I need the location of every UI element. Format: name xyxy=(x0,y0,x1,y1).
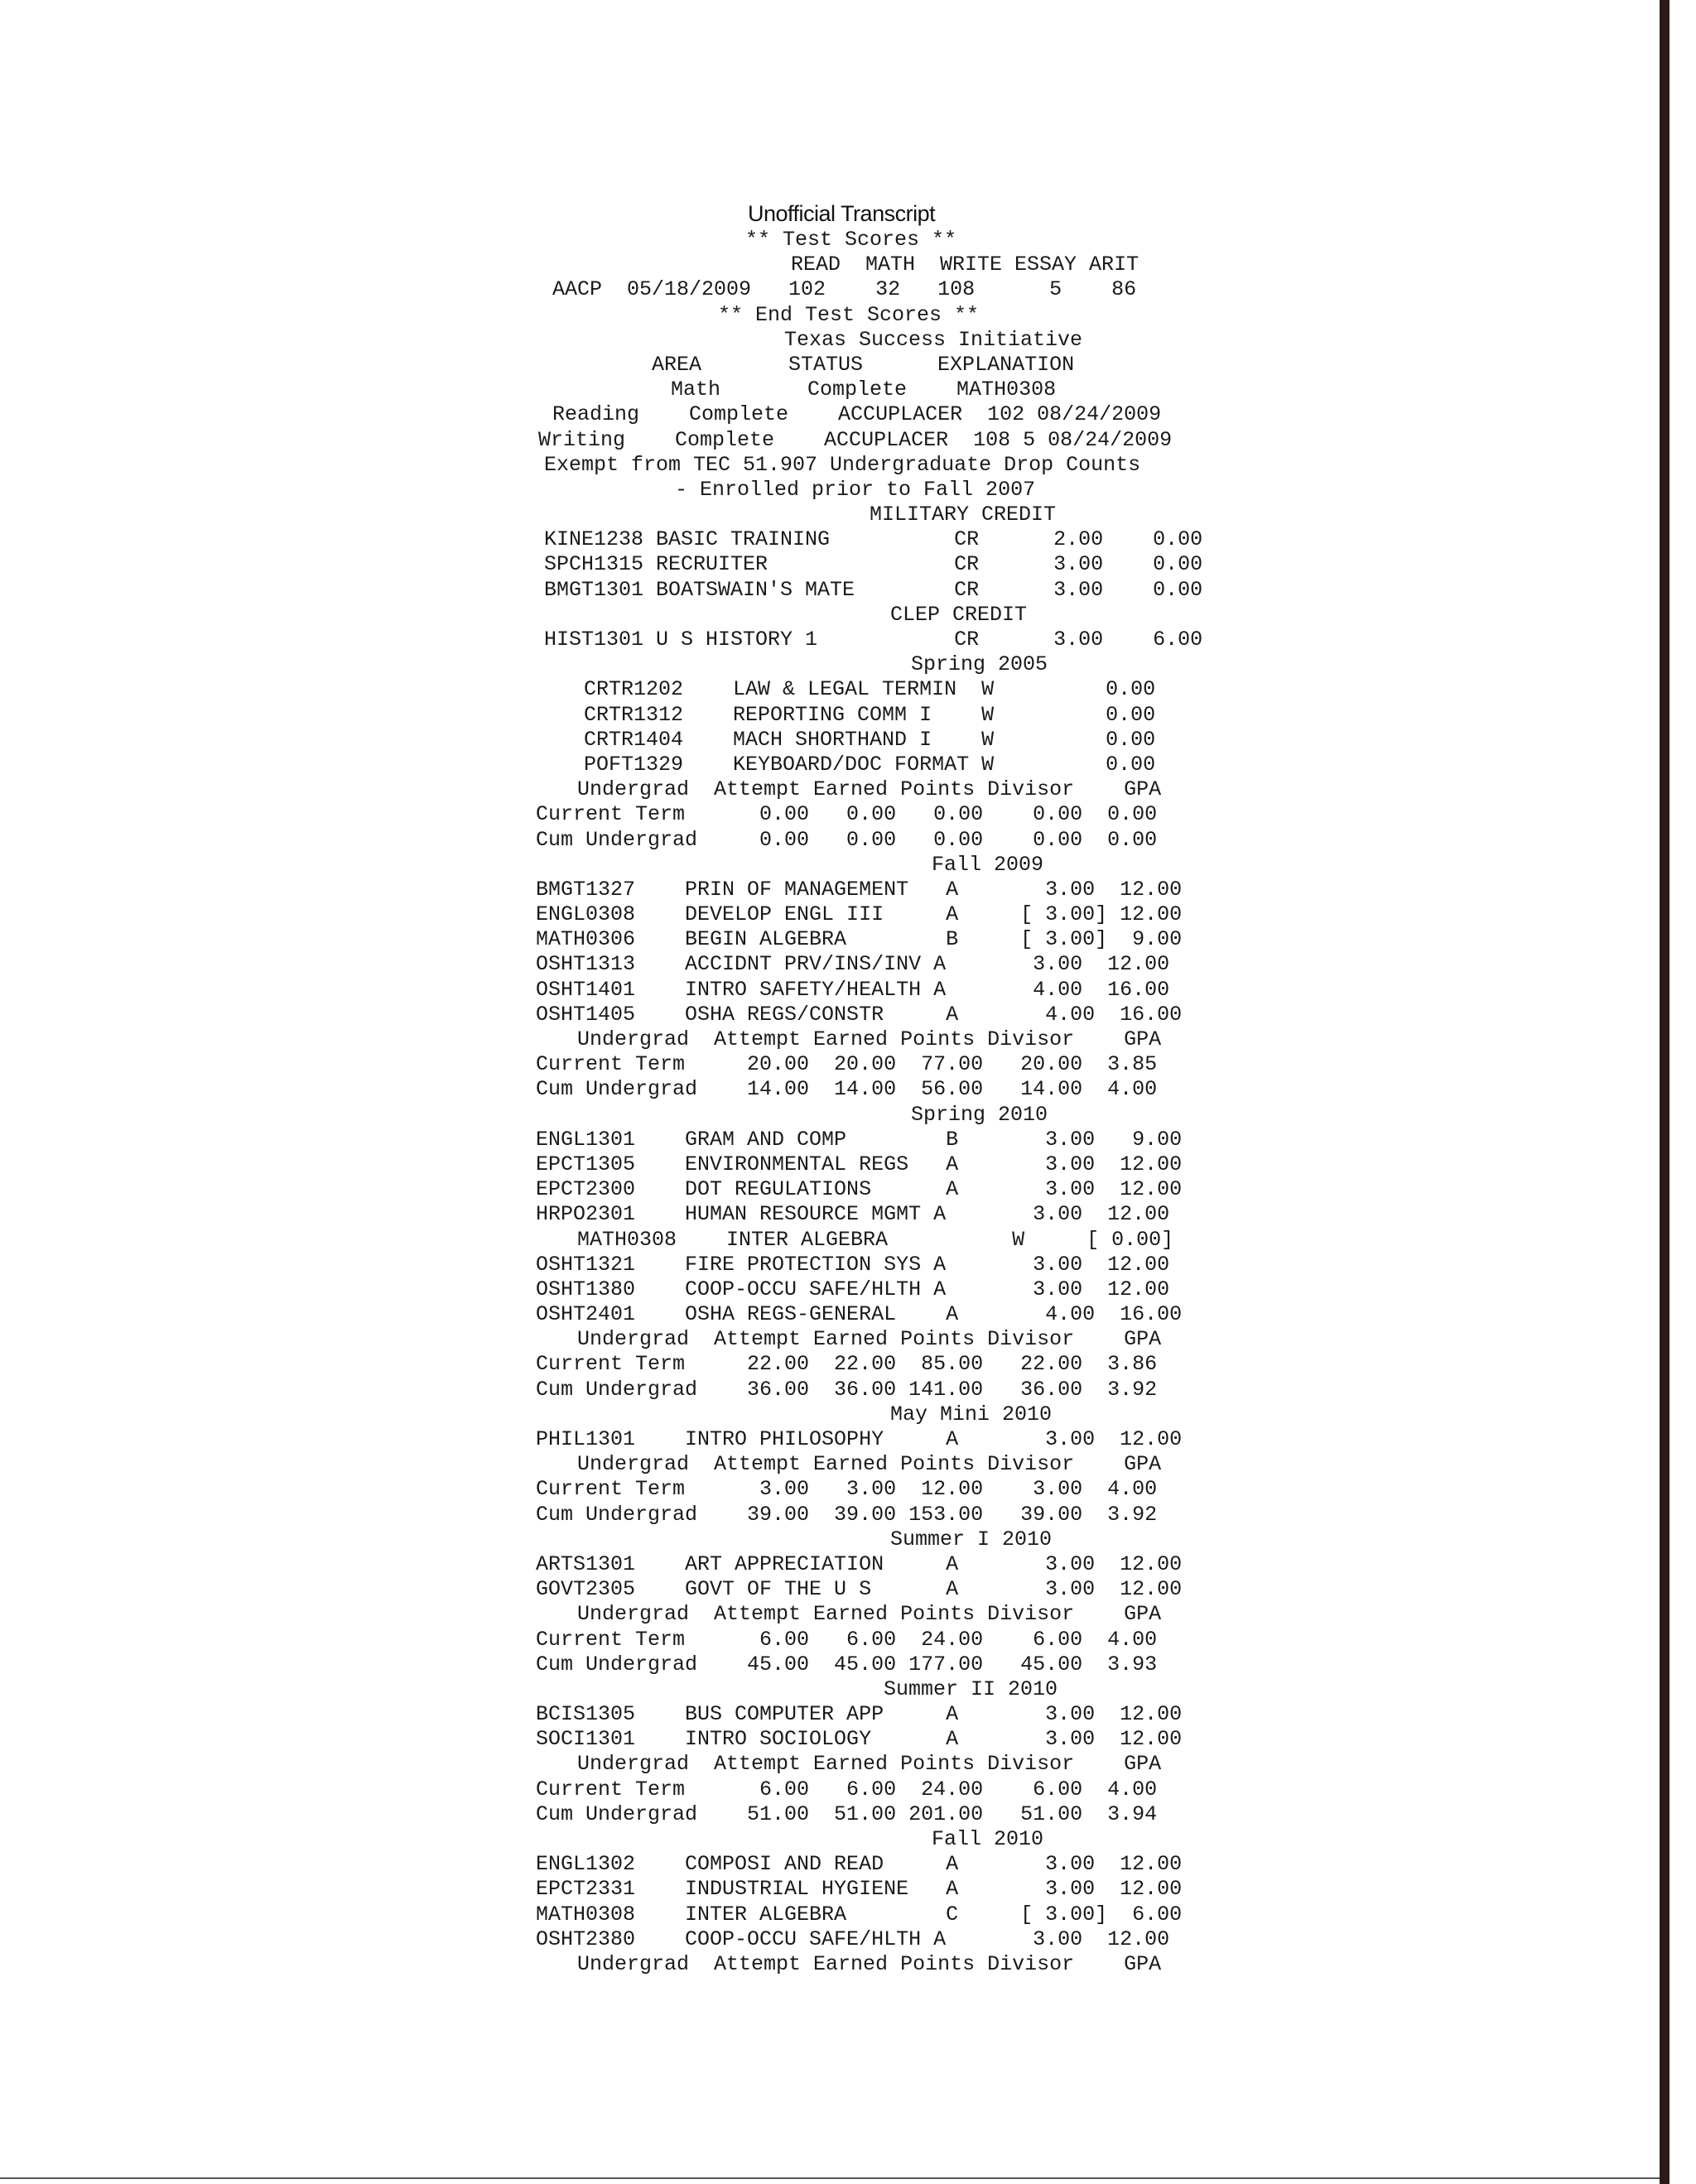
transcript-line-text: BMGT1327 PRIN OF MANAGEMENT A 3.00 12.00 xyxy=(536,877,1183,902)
transcript-line-text: ARTS1301 ART APPRECIATION A 3.00 12.00 xyxy=(536,1551,1183,1576)
transcript-line xyxy=(0,677,1696,702)
transcript-line-text: OSHT2401 OSHA REGS-GENERAL A 4.00 16.00 xyxy=(536,1302,1183,1327)
transcript-line xyxy=(0,1202,1696,1227)
transcript-line xyxy=(0,1302,1696,1327)
transcript-line-text: Reading Complete ACCUPLACER 102 08/24/2009 xyxy=(552,402,1162,427)
transcript-line-text: OSHT1405 OSHA REGS/CONSTR A 4.00 16.00 xyxy=(536,1002,1183,1027)
transcript-line-text: BCIS1305 BUS COMPUTER APP A 3.00 12.00 xyxy=(536,1702,1183,1727)
transcript-line xyxy=(0,1877,1696,1902)
transcript-line xyxy=(0,952,1696,977)
transcript-line xyxy=(0,253,1696,277)
transcript-line xyxy=(0,1952,1696,1977)
transcript-line-text: POFT1329 KEYBOARD/DOC FORMAT W 0.00 xyxy=(584,752,1156,777)
transcript-line-text: Cum Undergrad 45.00 45.00 177.00 45.00 3.93 xyxy=(536,1652,1158,1676)
transcript-line xyxy=(0,303,1696,328)
transcript-line xyxy=(0,1228,1696,1253)
transcript-line-text: Summer I 2010 xyxy=(890,1527,1053,1551)
transcript-line-text: EPCT1305 ENVIRONMENTAL REGS A 3.00 12.00 xyxy=(536,1152,1183,1176)
transcript-line-text: Current Term 6.00 6.00 24.00 6.00 4.00 xyxy=(536,1777,1158,1802)
transcript-line-text: Undergrad Attempt Earned Points Divisor GPA xyxy=(577,1752,1162,1777)
transcript-line-text: OSHT1313 ACCIDNT PRV/INS/INV A 3.00 12.00 xyxy=(536,952,1170,977)
transcript-line-text: Cum Undergrad 36.00 36.00 141.00 36.00 3.92 xyxy=(536,1377,1158,1402)
transcript-line xyxy=(0,703,1696,728)
transcript-line xyxy=(0,1903,1696,1927)
transcript-line-text: EPCT2300 DOT REGULATIONS A 3.00 12.00 xyxy=(536,1177,1183,1202)
transcript-line-text: ENGL1301 GRAM AND COMP B 3.00 9.00 xyxy=(536,1127,1183,1152)
transcript-line-text: SOCI1301 INTRO SOCIOLOGY A 3.00 12.00 xyxy=(536,1727,1183,1752)
transcript-line-text: READ MATH WRITE ESSAY ARIT xyxy=(791,253,1140,277)
transcript-line xyxy=(0,878,1696,902)
transcript-line xyxy=(0,1727,1696,1752)
transcript-line-text: MATH0306 BEGIN ALGEBRA B [ 3.00] 9.00 xyxy=(536,927,1183,952)
transcript-line xyxy=(0,1927,1696,1952)
transcript-line xyxy=(0,1802,1696,1827)
transcript-line xyxy=(0,1503,1696,1527)
transcript-line-text: OSHT1380 COOP-OCCU SAFE/HLTH A 3.00 12.00 xyxy=(536,1277,1170,1301)
transcript-line xyxy=(0,1378,1696,1402)
transcript-line-text: - Enrolled prior to Fall 2007 xyxy=(675,477,1036,502)
transcript-line-text: MATH0308 INTER ALGEBRA C [ 3.00] 6.00 xyxy=(536,1902,1183,1927)
transcript-line xyxy=(0,628,1696,652)
transcript-line-text: Current Term 6.00 6.00 24.00 6.00 4.00 xyxy=(536,1627,1158,1652)
transcript-line xyxy=(0,527,1696,552)
transcript-line xyxy=(0,277,1696,302)
transcript-line xyxy=(0,1652,1696,1677)
transcript-line xyxy=(0,1427,1696,1452)
page-title: Unofficial Transcript xyxy=(748,201,936,226)
transcript-line-text: OSHT1401 INTRO SAFETY/HEALTH A 4.00 16.00 xyxy=(536,977,1170,1002)
transcript-body xyxy=(0,228,1696,1977)
transcript-line-text: Exempt from TEC 51.907 Undergraduate Drop Counts xyxy=(544,452,1141,477)
transcript-line xyxy=(0,753,1696,777)
transcript-line-text: Cum Undergrad 51.00 51.00 201.00 51.00 3.94 xyxy=(536,1802,1158,1826)
transcript-line xyxy=(0,478,1696,503)
transcript-line xyxy=(0,1103,1696,1128)
transcript-line-text: ENGL1302 COMPOSI AND READ A 3.00 12.00 xyxy=(536,1852,1183,1877)
transcript-line-text: Undergrad Attempt Earned Points Divisor GPA xyxy=(577,1327,1162,1352)
transcript-line-text: HRPO2301 HUMAN RESOURCE MGMT A 3.00 12.00 xyxy=(536,1202,1170,1227)
transcript-line-text: AACP 05/18/2009 102 32 108 5 86 xyxy=(552,277,1137,302)
transcript-line xyxy=(0,1003,1696,1027)
transcript-line-text: ** End Test Scores ** xyxy=(718,302,980,327)
transcript-line-text: Fall 2010 xyxy=(932,1827,1044,1851)
transcript-line xyxy=(0,1027,1696,1052)
transcript-line-text: MILITARY CREDIT xyxy=(870,503,1057,527)
transcript-line-text: Fall 2009 xyxy=(932,852,1044,877)
transcript-line xyxy=(0,1177,1696,1202)
transcript-line xyxy=(0,978,1696,1003)
transcript-line xyxy=(0,1128,1696,1152)
transcript-line-text: Current Term 0.00 0.00 0.00 0.00 0.00 xyxy=(536,802,1158,827)
transcript-line xyxy=(0,428,1696,453)
transcript-line xyxy=(0,652,1696,677)
transcript-line-text: OSHT1321 FIRE PROTECTION SYS A 3.00 12.00 xyxy=(536,1252,1170,1277)
transcript-line xyxy=(0,802,1696,827)
transcript-line xyxy=(0,1277,1696,1302)
transcript-line-text: SPCH1315 RECRUITER CR 3.00 0.00 xyxy=(544,552,1203,577)
transcript-line-text: CRTR1312 REPORTING COMM I W 0.00 xyxy=(584,702,1156,727)
transcript-line xyxy=(0,728,1696,753)
transcript-line-text: Undergrad Attempt Earned Points Divisor GPA xyxy=(577,1602,1162,1627)
transcript-line-text: CRTR1202 LAW & LEGAL TERMIN W 0.00 xyxy=(584,677,1156,702)
transcript-line xyxy=(0,1677,1696,1702)
transcript-line xyxy=(0,777,1696,802)
transcript-line-text: OSHT2380 COOP-OCCU SAFE/HLTH A 3.00 12.00 xyxy=(536,1927,1170,1951)
transcript-line-text: Current Term 3.00 3.00 12.00 3.00 4.00 xyxy=(536,1477,1158,1502)
transcript-line xyxy=(0,1527,1696,1552)
transcript-line-text: AREA STATUS EXPLANATION xyxy=(652,352,1075,377)
transcript-line xyxy=(0,503,1696,527)
transcript-line xyxy=(0,1552,1696,1577)
transcript-line xyxy=(0,453,1696,478)
transcript-line xyxy=(0,328,1696,353)
transcript-line-text: Undergrad Attempt Earned Points Divisor GPA xyxy=(577,1027,1162,1051)
transcript-line xyxy=(0,927,1696,952)
transcript-line-text: ENGL0308 DEVELOP ENGL III A [ 3.00] 12.00 xyxy=(536,902,1183,927)
transcript-line-text: Math Complete MATH0308 xyxy=(671,378,1057,402)
transcript-line-text: Undergrad Attempt Earned Points Divisor GPA xyxy=(577,1951,1162,1976)
transcript-line-text: Texas Success Initiative xyxy=(784,327,1083,352)
transcript-line xyxy=(0,578,1696,603)
transcript-line xyxy=(0,1477,1696,1502)
transcript-line xyxy=(0,1452,1696,1477)
transcript-line-text: Cum Undergrad 14.00 14.00 56.00 14.00 4.00 xyxy=(536,1077,1158,1102)
transcript-line xyxy=(0,1827,1696,1852)
scan-bottom-edge xyxy=(0,2177,1660,2179)
transcript-line-text: May Mini 2010 xyxy=(890,1402,1053,1426)
transcript-line xyxy=(0,1702,1696,1727)
transcript-line-text: CLEP CREDIT xyxy=(890,602,1028,627)
transcript-line xyxy=(0,228,1696,253)
transcript-line xyxy=(0,402,1696,427)
transcript-line-text: MATH0308 INTER ALGEBRA W [ 0.00] xyxy=(577,1227,1174,1252)
transcript-line xyxy=(0,1327,1696,1352)
transcript-line-text: ** Test Scores ** xyxy=(745,228,957,252)
transcript-line-text: BMGT1301 BOATSWAIN'S MATE CR 3.00 0.00 xyxy=(544,577,1203,602)
transcript-line xyxy=(0,1752,1696,1777)
transcript-line xyxy=(0,828,1696,853)
transcript-line-text: Writing Complete ACCUPLACER 108 5 08/24/2009 xyxy=(538,427,1173,452)
transcript-line xyxy=(0,1352,1696,1377)
transcript-line-text: Spring 2010 xyxy=(911,1102,1048,1127)
transcript-line-text: Summer II 2010 xyxy=(884,1676,1058,1701)
transcript-line xyxy=(0,1077,1696,1102)
transcript-line xyxy=(0,1402,1696,1427)
transcript-line xyxy=(0,552,1696,577)
transcript-line xyxy=(0,1253,1696,1277)
transcript-line xyxy=(0,1628,1696,1652)
transcript-line-text: KINE1238 BASIC TRAINING CR 2.00 0.00 xyxy=(544,527,1203,552)
transcript-line xyxy=(0,378,1696,402)
transcript-line-text: GOVT2305 GOVT OF THE U S A 3.00 12.00 xyxy=(536,1577,1183,1602)
transcript-line-text: Cum Undergrad 0.00 0.00 0.00 0.00 0.00 xyxy=(536,827,1158,852)
transcript-line xyxy=(0,353,1696,378)
transcript-line xyxy=(0,902,1696,927)
transcript-line-text: Current Term 22.00 22.00 85.00 22.00 3.86 xyxy=(536,1352,1158,1377)
transcript-line xyxy=(0,603,1696,628)
transcript-line-text: Current Term 20.00 20.00 77.00 20.00 3.85 xyxy=(536,1052,1158,1077)
transcript-line-text: Spring 2005 xyxy=(911,652,1048,677)
transcript-line xyxy=(0,1152,1696,1177)
transcript-line xyxy=(0,1052,1696,1077)
transcript-line-text: CRTR1404 MACH SHORTHAND I W 0.00 xyxy=(584,727,1156,752)
transcript-line-text: HIST1301 U S HISTORY 1 CR 3.00 6.00 xyxy=(544,628,1203,652)
transcript-line-text: Undergrad Attempt Earned Points Divisor GPA xyxy=(577,777,1162,802)
transcript-line-text: EPCT2331 INDUSTRIAL HYGIENE A 3.00 12.00 xyxy=(536,1877,1183,1902)
transcript-line xyxy=(0,1852,1696,1877)
transcript-line xyxy=(0,853,1696,878)
transcript-line xyxy=(0,1602,1696,1627)
transcript-line-text: PHIL1301 INTRO PHILOSOPHY A 3.00 12.00 xyxy=(536,1427,1183,1451)
transcript-line-text: Undergrad Attempt Earned Points Divisor GPA xyxy=(577,1452,1162,1477)
transcript-line xyxy=(0,1778,1696,1802)
page-title-row xyxy=(0,199,1696,229)
transcript-line-text: Cum Undergrad 39.00 39.00 153.00 39.00 3.92 xyxy=(536,1502,1158,1527)
transcript-line xyxy=(0,1577,1696,1602)
